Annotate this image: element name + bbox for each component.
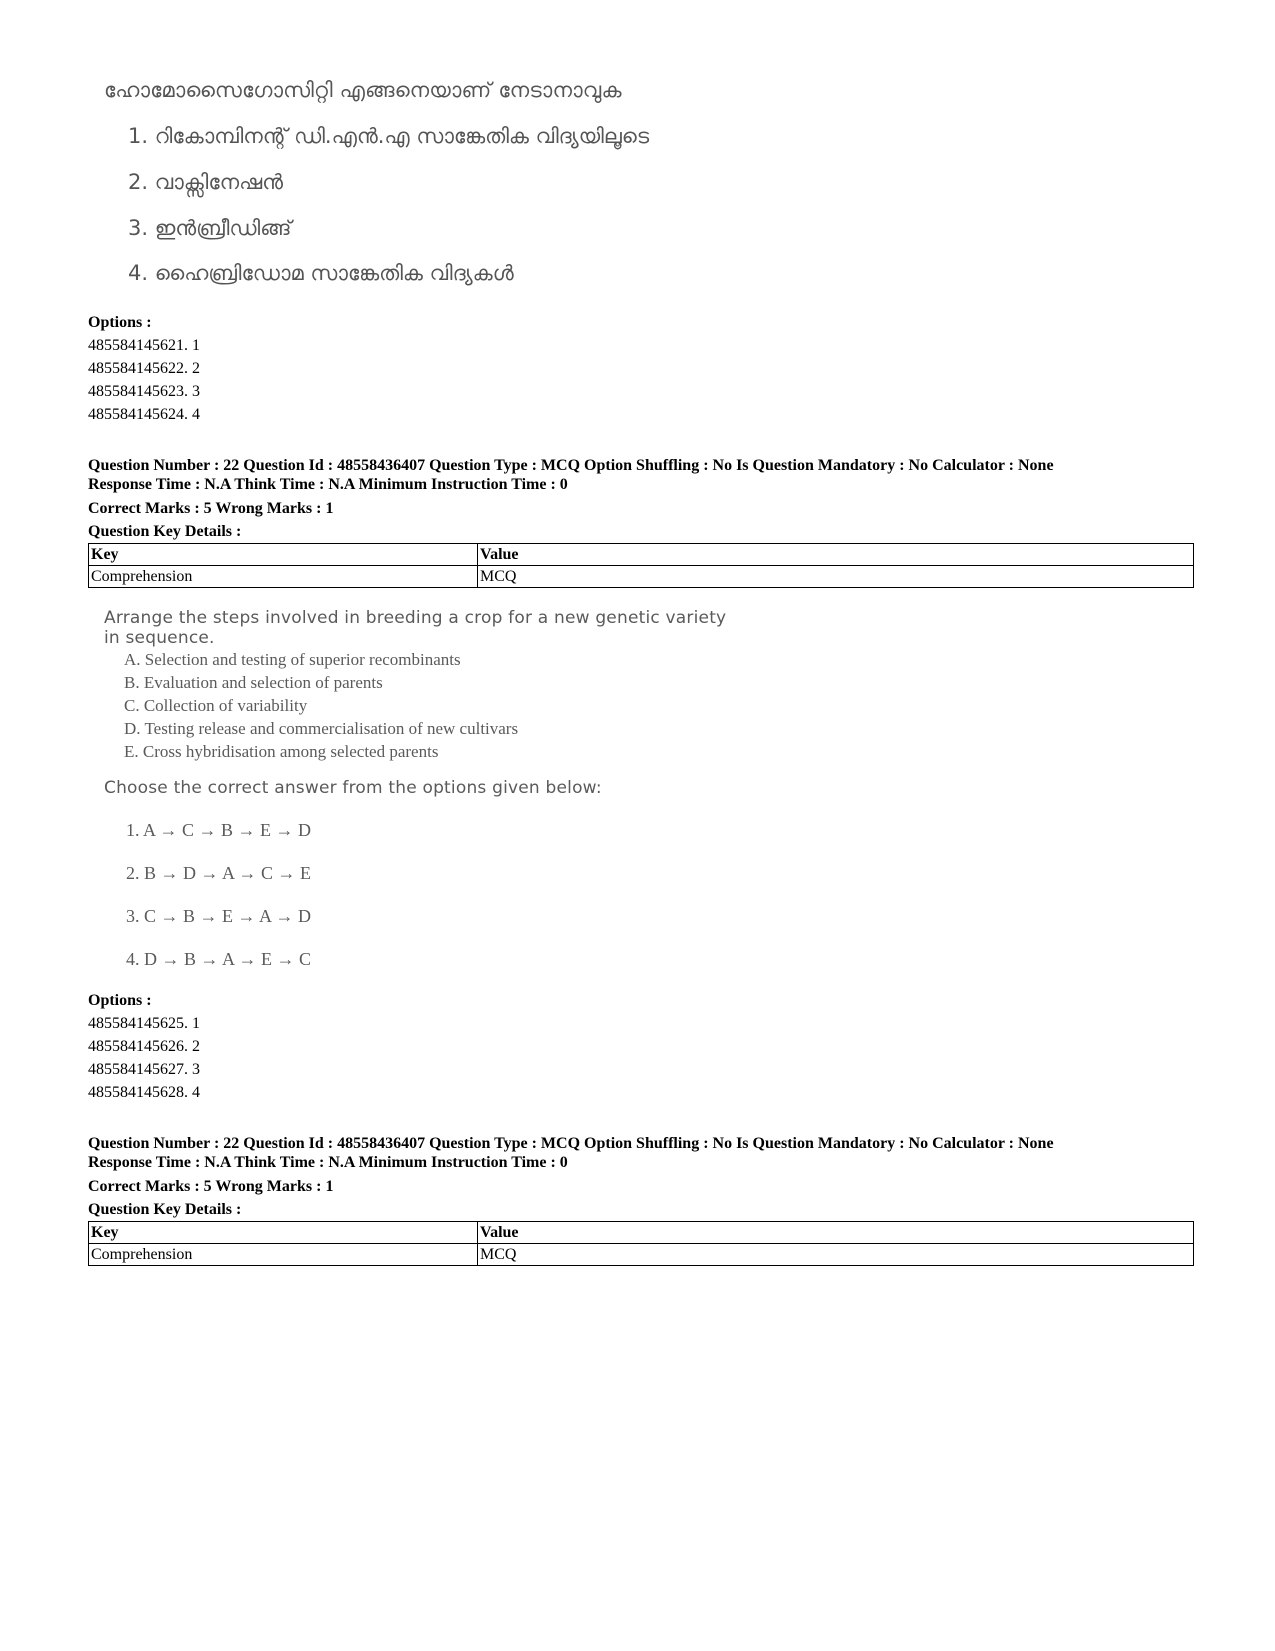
option-item: 485584145623. 3 — [88, 383, 200, 400]
options-block — [88, 989, 200, 1104]
question-option: 4. ഹൈബ്രിഡോമ സാങ്കേതിക വിദ്യകൾ — [128, 261, 514, 285]
options-heading: Options : — [88, 314, 152, 331]
question-meta — [88, 1134, 1228, 1172]
option-item: 485584145626. 2 — [88, 1038, 200, 1055]
meta-line: Question Number : 22 Question Id : 48558436407 Question Type : MCQ Option Shuffling : No Is Question Mandatory : No Calculator : None — [88, 1135, 1054, 1152]
options-block — [88, 311, 200, 426]
question-option: 2. B → D → A → C → E — [126, 863, 312, 883]
table-header-key: Key — [89, 544, 478, 566]
meta-line: Response Time : N.A Think Time : N.A Minimum Instruction Time : 0 — [88, 1154, 568, 1171]
option-item: 485584145627. 3 — [88, 1061, 200, 1078]
statement-item: A. Selection and testing of superior recombinants — [124, 650, 461, 669]
option-item: 485584145624. 4 — [88, 406, 200, 423]
option-item: 485584145621. 1 — [88, 337, 200, 354]
statement-item: B. Evaluation and selection of parents — [124, 673, 383, 692]
statement-list — [124, 648, 518, 763]
marks-line: Correct Marks : 5 Wrong Marks : 1 — [88, 500, 334, 517]
key-details-heading: Question Key Details : — [88, 523, 242, 540]
meta-line: Question Number : 22 Question Id : 48558436407 Question Type : MCQ Option Shuffling : No Is Question Mandatory : No Calculator : None — [88, 457, 1054, 474]
question-stem: Arrange the steps involved in breeding a crop for a new genetic variety in sequence. — [104, 608, 727, 648]
malayalam-question-image — [104, 78, 744, 308]
question-option: 1. റികോമ്പിനന്റ് ഡി.എൻ.എ സാങ്കേതിക വിദ്യയിലൂടെ — [128, 124, 650, 148]
options-heading: Options : — [88, 992, 152, 1009]
key-details-table — [88, 1221, 1194, 1266]
option-item: 485584145628. 4 — [88, 1084, 200, 1101]
question-stem: ഹോമോസൈഗോസിറ്റി എങ്ങനെയാണ് നേടാനാവുക — [104, 78, 622, 102]
table-cell-key: Comprehension — [89, 566, 478, 588]
question-option: 4. D → B → A → E → C — [126, 949, 312, 969]
question-option: 2. വാക്സിനേഷൻ — [128, 170, 284, 194]
table-header-value: Value — [478, 544, 1194, 566]
key-details-table — [88, 543, 1194, 588]
table-header-row — [89, 1222, 1194, 1244]
option-item: 485584145625. 1 — [88, 1015, 200, 1032]
statement-item: E. Cross hybridisation among selected parents — [124, 742, 439, 761]
option-item: 485584145622. 2 — [88, 360, 200, 377]
table-header-key: Key — [89, 1222, 478, 1244]
question-option: 3. ഇൻബ്രീഡിങ്ങ് — [128, 216, 292, 240]
table-header-value: Value — [478, 1222, 1194, 1244]
table-header-row — [89, 544, 1194, 566]
marks-line: Correct Marks : 5 Wrong Marks : 1 — [88, 1178, 334, 1195]
question-option: 3. C → B → E → A → D — [126, 906, 312, 926]
question-option: 1. A → C → B → E → D — [126, 820, 312, 840]
question-meta — [88, 456, 1228, 494]
table-cell-value: MCQ — [478, 1244, 1194, 1266]
choose-instruction: Choose the correct answer from the options given below: — [104, 778, 602, 798]
key-details-heading: Question Key Details : — [88, 1201, 242, 1218]
table-cell-value: MCQ — [478, 566, 1194, 588]
meta-line: Response Time : N.A Think Time : N.A Minimum Instruction Time : 0 — [88, 476, 568, 493]
english-question-image — [104, 608, 744, 978]
table-row — [89, 1244, 1194, 1266]
table-row — [89, 566, 1194, 588]
statement-item: D. Testing release and commercialisation of new cultivars — [124, 719, 519, 738]
statement-item: C. Collection of variability — [124, 696, 308, 715]
table-cell-key: Comprehension — [89, 1244, 478, 1266]
